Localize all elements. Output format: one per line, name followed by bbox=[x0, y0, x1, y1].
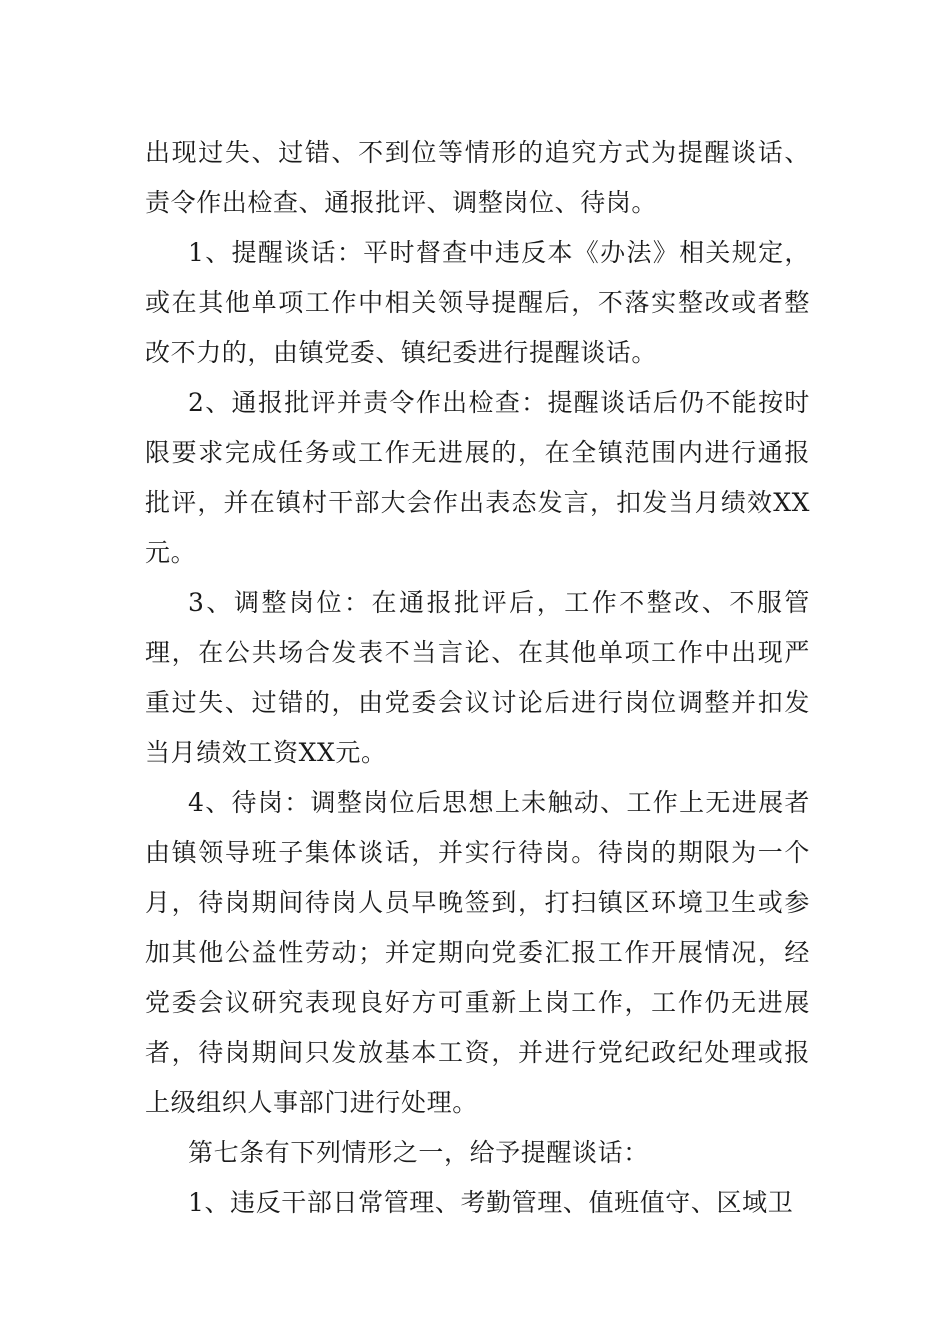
paragraph-reminder-talk: 1、提醒谈话：平时督查中违反本《办法》相关规定，或在其他单项工作中相关领导提醒后，不落实整改或者整改不力的，由镇党委、镇纪委进行提醒谈话。 bbox=[145, 238, 810, 367]
paragraph-adjust-position: 3、调整岗位：在通报批评后，工作不整改、不服管理，在公共场合发表不当言论、在其他单项工作中出现严重过失、过错的，由党委会议讨论后进行岗位调整并扣发当月绩效工资XX元。 bbox=[145, 588, 810, 767]
paragraph-await-post: 4、待岗：调整岗位后思想上未触动、工作上无进展者由镇领导班子集体谈话，并实行待岗。待岗的期限为一个月，待岗期间待岗人员早晚签到，打扫镇区环境卫生或参加其他公益性劳动；并定期向党委汇报工作开展情况，经党委会议研究表现良好方可重新上岗工作，工作仍无进展者，待岗期间只发放基本工资，并进行党纪政纪处理或报上级组织人事部门进行处理。 bbox=[145, 788, 810, 1117]
paragraph-article-seven-item-1: 1、违反干部日常管理、考勤管理、值班值守、区域卫 bbox=[188, 1188, 794, 1217]
document-body bbox=[145, 128, 810, 1228]
paragraph-circulate-criticism: 2、通报批评并责令作出检查：提醒谈话后仍不能按时限要求完成任务或工作无进展的，在全镇范围内进行通报批评，并在镇村干部大会作出表态发言，扣发当月绩效XX元。 bbox=[145, 388, 810, 567]
paragraph-article-seven: 第七条有下列情形之一，给予提醒谈话： bbox=[188, 1138, 649, 1167]
paragraph-accountability-methods: 出现过失、过错、不到位等情形的追究方式为提醒谈话、责令作出检查、通报批评、调整岗位、待岗。 bbox=[145, 138, 810, 217]
